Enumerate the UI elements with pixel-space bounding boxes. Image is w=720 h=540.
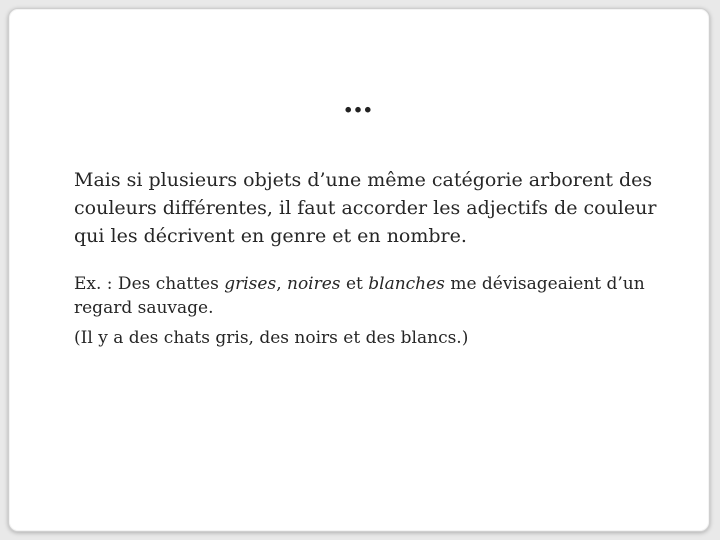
main-paragraph: Mais si plusieurs objets d’une même catégorie arborent des couleurs différentes, il faut accorder les adjectifs de couleur qui les décrivent en genre et en nombre. [74, 169, 657, 247]
example-suffix: me dévisageaient d’un regard sauvage. [74, 274, 645, 318]
example-sentence [74, 272, 674, 320]
example-note: (Il y a des chats gris, des noirs et des blancs.) [74, 328, 469, 348]
example-word-grises: grises [224, 274, 277, 294]
slide-content [74, 166, 674, 350]
slide [8, 8, 710, 532]
example-separator-1: , [276, 274, 287, 294]
example-word-noires: noires [287, 274, 341, 294]
example-separator-2: et [340, 274, 369, 294]
example-prefix: Ex. : Des chattes [74, 274, 225, 294]
example-word-blanches: blanches [368, 274, 445, 294]
slide-title: … [343, 85, 375, 120]
